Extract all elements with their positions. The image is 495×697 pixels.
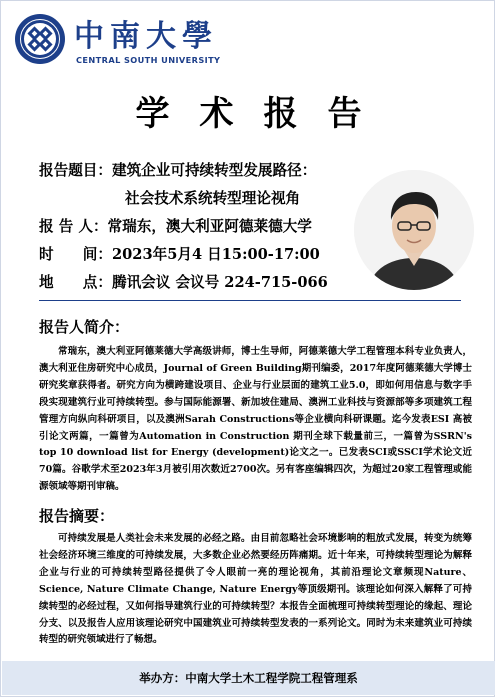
speaker-photo [354,170,474,290]
university-logo-icon [14,13,66,65]
bio-text: 常瑞东，澳大利亚阿德莱德大学高级讲师，博士生导师，阿德莱德大学工程管理本科专业负责人， 澳大利亚住房研究中心成员，Journal of Green Building期刊编委，2017年度阿德莱德大学博士研究奖章获得者。研究方向为横跨建设项目、企业与行业层面的建筑工业5.0，即如何用信息与数字手段实现建筑行业可持续转型。参与国际能源署、新加坡住建局、澳洲工业科技与资源部等多项建筑工程管理方向纵向科研项目，以及澳洲Sarah Constructions等企业横向科研课题。迄今发表ESI 高被引论文两篇，一篇曾为Automation in Construction 期刊全球下载量前三，一篇曾为SSRN's top 10 download list for Energy (development)论文之一。已发表SCI或SSCI学术论文近70篇。谷歌学术至2023年3月被引用次数近2700次。另有客座编辑四次，为超过20家工程管理或能源领域等期刊审稿。 [39,346,472,493]
university-name-en: CENTRAL SOUTH UNIVERSITY [76,55,221,65]
topic-line-1: 建筑企业可持续转型发展路径： [111,162,317,179]
abstract-heading: 报告摘要： [39,507,115,525]
abstract-text: 可持续发展是人类社会未来发展的必经之路。由目前忽略社会环境影响的粗放式发展，转变为统筹社会经济环境三维度的可持续发展，大多数企业必然要经历阵痛期。近十年来，可持续转型理论为解释企业与行业的可持续转型路径提供了令人眼前一亮的理论视角，其前沿理论文章频现Nature、Science, Nature Climate Change, Nature Energy等顶级期刊。该理论如何深入解释了可持续转型的必经过程，又如何指导建筑行业的可持续转型？本报告全面梳理可持续转型理论的缘起、理论分支、以及报告人应用该理论研究中国建筑业可持续转型发表的一系列论文。同时为未来建筑业可持续转型的研究领域进行了畅想。 [39,533,472,646]
topic-label: 报告题目： [39,162,112,179]
university-name-cn: 中南大學 [74,19,218,54]
topic-row-2 [125,189,300,209]
time-label: 时 间： [39,246,112,263]
place-label: 地 点： [39,274,112,291]
time-row [39,245,320,265]
topic-line-2: 社会技术系统转型理论视角 [125,190,301,207]
time-value: 2023年5月4 日15:00-17:00 [111,246,320,263]
divider [39,300,461,301]
topic-row [39,161,316,181]
bio-heading: 报告人简介： [39,318,130,336]
speaker-row [39,217,312,237]
page-title: 学术报告 [135,94,392,134]
organizer-footer [2,661,495,695]
speaker-label: 报 告 人： [39,218,108,235]
place-row [39,273,328,293]
organizer-text: 举办方：中南大学土木工程学院工程管理系 [139,671,358,685]
place-value: 腾讯会议 会议号 224-715-066 [111,274,328,291]
speaker-value: 常瑞东，澳大利亚阿德莱德大学 [107,218,312,235]
